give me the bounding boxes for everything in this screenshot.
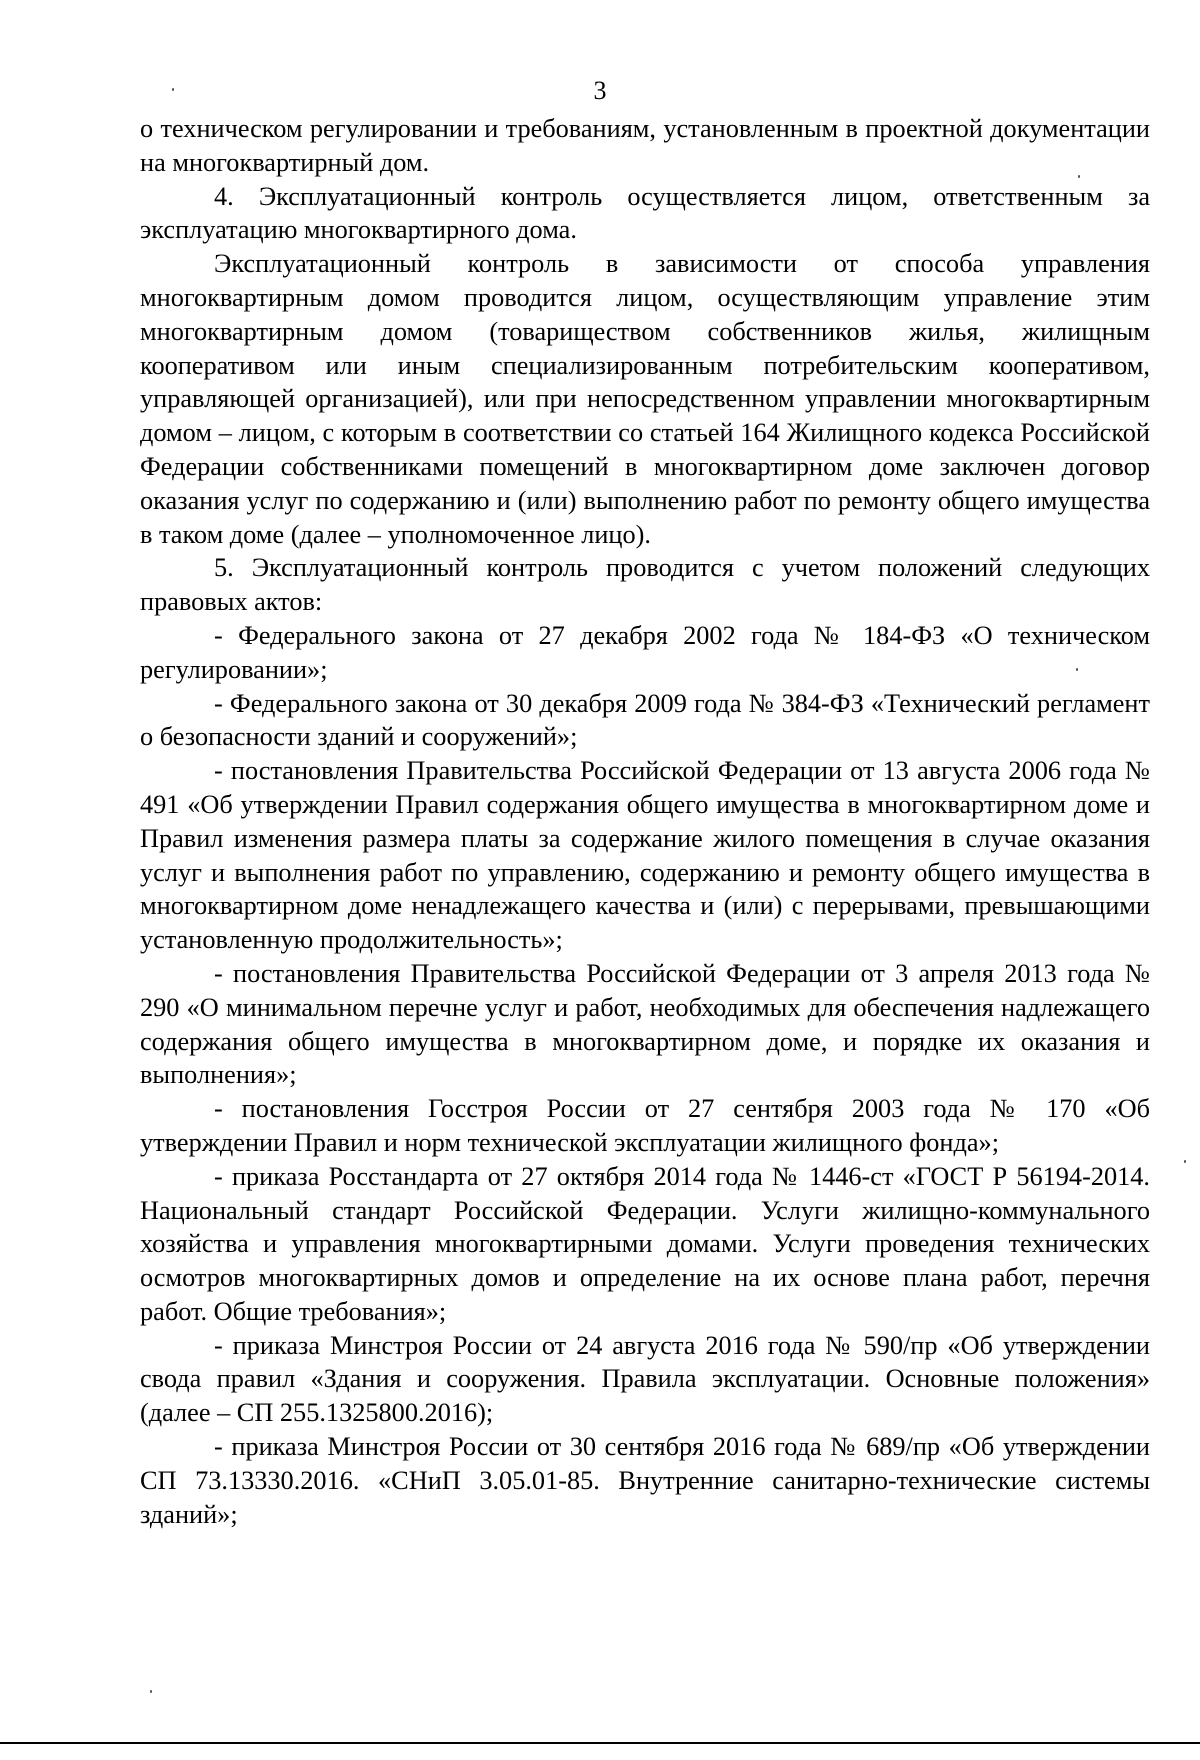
scan-bottom-edge bbox=[0, 1742, 1200, 1744]
list-item-minstroy-590: - приказа Минстроя России от 24 августа 2016 года № 590/пр «Об утверждении свода правил «Здания и сооружения. Правила эксплуатации. Основные положения» (далее – СП 255.1325800.2016); bbox=[140, 1330, 1150, 1428]
scan-speck bbox=[1076, 668, 1078, 671]
paragraph-continuation: о техническом регулировании и требованиям, установленным в проектной документации на многоквартирный дом. bbox=[140, 114, 1150, 177]
list-item-gosstroy-170: - постановления Госстроя России от 27 сентября 2003 года № 170 «Об утверждении Правил и норм технической эксплуатации жилищного фонда»; bbox=[140, 1094, 1150, 1157]
scan-speck bbox=[150, 1690, 152, 1693]
scan-speck bbox=[1078, 175, 1080, 178]
paragraph-operational-control: Эксплуатационный контроль в зависимости от способа управления многоквартирным домом проводится лицом, осуществляющим управление этим многоквартирным домом (товариществом собственников жилья, жилищным кооперативом или иным специализированным потребительским кооперативом, управляющей организацией), или при непосредственном управлении многоквартирным домом – лицом, с которым в соответствии со статьей 164 Жилищного кодекса Российской Федерации собственниками помещений в многоквартирном доме заключен договор оказания услуг по содержанию и (или) выполнению работ по ремонту общего имущества в таком доме (далее – уполномоченное лицо). bbox=[140, 249, 1150, 549]
paragraph-item-4: 4. Эксплуатационный контроль осуществляется лицом, ответственным за эксплуатацию многоквартирного дома. bbox=[140, 181, 1150, 245]
scan-speck bbox=[172, 88, 174, 91]
list-item-decree-290: - постановления Правительства Российской Федерации от 3 апреля 2013 года № 290 «О минимальном перечне услуг и работ, необходимых для обеспечения надлежащего содержания общего имущества в многоквартирном доме, и порядке их оказания и выполнения»; bbox=[140, 958, 1150, 1090]
scan-speck bbox=[1184, 1160, 1186, 1163]
list-item-rosstandart-1446: - приказа Росстандарта от 27 октября 2014 года № 1446-ст «ГОСТ Р 56194-2014. Национальный стандарт Российской Федерации. Услуги жилищно-коммунального хозяйства и управления многоквартирными домами. Услуги проведения технических осмотров многоквартирных домов и определение на их основе плана работ, перечня работ. Общие требования»; bbox=[140, 1161, 1150, 1326]
list-item-minstroy-689: - приказа Минстроя России от 30 сентября 2016 года № 689/пр «Об утверждении СП 73.13330.2016. «СНиП 3.05.01-85. Внутренние санитарно-технические системы зданий»; bbox=[140, 1432, 1150, 1529]
paragraph-item-5: 5. Эксплуатационный контроль проводится с учетом положений следующих правовых актов: bbox=[140, 553, 1150, 617]
document-body bbox=[140, 112, 1150, 1531]
list-item-decree-491: - постановления Правительства Российской Федерации от 13 августа 2006 года № 491 «Об утверждении Правил содержания общего имущества в многоквартирном доме и Правил изменения размера платы за содержание жилого помещения в случае оказания услуг и выполнения работ по управлению, содержанию и ремонту общего имущества в многоквартирном доме ненадлежащего качества и (или) с перерывами, превышающими установленную продолжительность»; bbox=[140, 756, 1150, 955]
list-item-law-384: - Федерального закона от 30 декабря 2009 года № 384-ФЗ «Технический регламент о безопасности зданий и сооружений»; bbox=[140, 688, 1150, 752]
page-number: 3 bbox=[593, 76, 607, 105]
list-item-law-184: - Федерального закона от 27 декабря 2002 года № 184-ФЗ «О техническом регулировании»; bbox=[140, 620, 1150, 684]
